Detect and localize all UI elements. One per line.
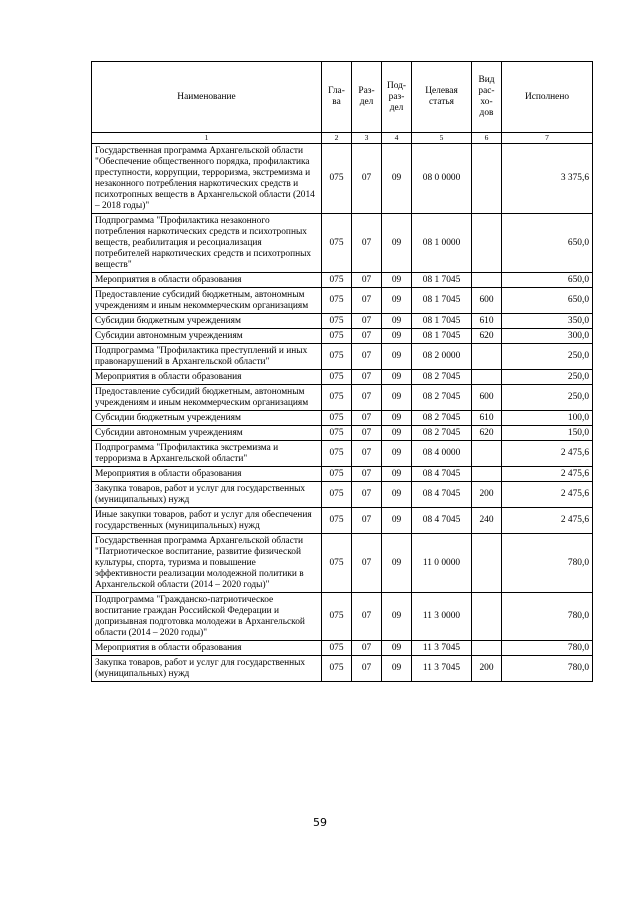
cell-razdel: 07 xyxy=(352,467,382,482)
cell-glava: 075 xyxy=(322,411,352,426)
cell-name: Предоставление субсидий бюджетным, автономным учреждениям и иным некоммерческим организациям xyxy=(92,288,322,314)
cell-name: Субсидии автономным учреждениям xyxy=(92,426,322,441)
cell-amount: 650,0 xyxy=(502,214,593,273)
cell-amount: 150,0 xyxy=(502,426,593,441)
cell-podrazdel: 09 xyxy=(382,656,412,682)
cell-glava: 075 xyxy=(322,214,352,273)
cell-glava: 075 xyxy=(322,370,352,385)
cell-glava: 075 xyxy=(322,144,352,214)
cell-vid xyxy=(472,144,502,214)
cell-name: Подпрограмма "Профилактика преступлений и иных правонарушений в Архангельской области" xyxy=(92,344,322,370)
cell-razdel: 07 xyxy=(352,593,382,641)
table-row xyxy=(92,467,593,482)
cell-amount: 350,0 xyxy=(502,314,593,329)
cell-amount: 300,0 xyxy=(502,329,593,344)
cell-amount: 650,0 xyxy=(502,288,593,314)
cell-vid xyxy=(472,593,502,641)
cell-name: Подпрограмма "Гражданско-патриотическое воспитание граждан Российской Федерации и допризывная подготовка молодежи в Архангельской области (2014 – 2020 годы)" xyxy=(92,593,322,641)
cell-amount: 3 375,6 xyxy=(502,144,593,214)
cell-podrazdel: 09 xyxy=(382,411,412,426)
cell-vid xyxy=(472,214,502,273)
cell-amount: 780,0 xyxy=(502,593,593,641)
table-row xyxy=(92,593,593,641)
cell-vid: 600 xyxy=(472,385,502,411)
cell-podrazdel: 09 xyxy=(382,426,412,441)
cell-glava: 075 xyxy=(322,656,352,682)
cell-razdel: 07 xyxy=(352,329,382,344)
cell-amount: 2 475,6 xyxy=(502,467,593,482)
cell-razdel: 07 xyxy=(352,426,382,441)
cell-podrazdel: 09 xyxy=(382,441,412,467)
cell-podrazdel: 09 xyxy=(382,329,412,344)
cell-razdel: 07 xyxy=(352,441,382,467)
cell-amount: 100,0 xyxy=(502,411,593,426)
cell-glava: 075 xyxy=(322,641,352,656)
cell-name: Закупка товаров, работ и услуг для государственных (муниципальных) нужд xyxy=(92,656,322,682)
cell-glava: 075 xyxy=(322,344,352,370)
table-row xyxy=(92,273,593,288)
cell-name: Иные закупки товаров, работ и услуг для обеспечения государственных (муниципальных) нужд xyxy=(92,508,322,534)
header-podrazdel: Под- раз- дел xyxy=(382,62,412,133)
cell-vid: 200 xyxy=(472,656,502,682)
cell-name: Подпрограмма "Профилактика незаконного потребления наркотических средств и психотропных веществ, реабилитация и ресоциализация потребителей наркотических средств и психотропных веществ" xyxy=(92,214,322,273)
cell-razdel: 07 xyxy=(352,144,382,214)
cell-amount: 2 475,6 xyxy=(502,508,593,534)
header-row xyxy=(92,62,593,133)
cell-podrazdel: 09 xyxy=(382,288,412,314)
cell-statya: 08 4 7045 xyxy=(412,482,472,508)
cell-glava: 075 xyxy=(322,508,352,534)
cell-amount: 650,0 xyxy=(502,273,593,288)
cell-vid: 620 xyxy=(472,329,502,344)
cell-podrazdel: 09 xyxy=(382,385,412,411)
header-statya: Целевая статья xyxy=(412,62,472,133)
cell-podrazdel: 09 xyxy=(382,534,412,593)
column-number-row xyxy=(92,133,593,144)
cell-vid xyxy=(472,467,502,482)
cell-statya: 11 3 0000 xyxy=(412,593,472,641)
cell-statya: 11 3 7045 xyxy=(412,641,472,656)
cell-podrazdel: 09 xyxy=(382,641,412,656)
cell-razdel: 07 xyxy=(352,534,382,593)
cell-amount: 2 475,6 xyxy=(502,482,593,508)
cell-podrazdel: 09 xyxy=(382,314,412,329)
cell-statya: 08 1 7045 xyxy=(412,314,472,329)
column-number: 3 xyxy=(352,133,382,144)
cell-glava: 075 xyxy=(322,273,352,288)
cell-razdel: 07 xyxy=(352,370,382,385)
table-row xyxy=(92,370,593,385)
cell-statya: 08 2 0000 xyxy=(412,344,472,370)
cell-glava: 075 xyxy=(322,593,352,641)
table-row xyxy=(92,214,593,273)
cell-statya: 08 1 7045 xyxy=(412,273,472,288)
cell-razdel: 07 xyxy=(352,508,382,534)
cell-vid xyxy=(472,370,502,385)
header-razdel: Раз- дел xyxy=(352,62,382,133)
cell-razdel: 07 xyxy=(352,641,382,656)
cell-name: Субсидии бюджетным учреждениям xyxy=(92,411,322,426)
table-row xyxy=(92,508,593,534)
cell-vid: 240 xyxy=(472,508,502,534)
cell-statya: 11 0 0000 xyxy=(412,534,472,593)
cell-razdel: 07 xyxy=(352,288,382,314)
cell-podrazdel: 09 xyxy=(382,467,412,482)
table-row xyxy=(92,144,593,214)
cell-name: Подпрограмма "Профилактика экстремизма и терроризма в Архангельской области" xyxy=(92,441,322,467)
column-number: 5 xyxy=(412,133,472,144)
cell-statya: 08 2 7045 xyxy=(412,370,472,385)
cell-vid: 200 xyxy=(472,482,502,508)
cell-glava: 075 xyxy=(322,441,352,467)
cell-statya: 08 0 0000 xyxy=(412,144,472,214)
cell-podrazdel: 09 xyxy=(382,508,412,534)
column-number: 7 xyxy=(502,133,593,144)
cell-podrazdel: 09 xyxy=(382,593,412,641)
cell-vid: 600 xyxy=(472,288,502,314)
table-row xyxy=(92,482,593,508)
table-row xyxy=(92,411,593,426)
column-number: 1 xyxy=(92,133,322,144)
column-number: 2 xyxy=(322,133,352,144)
cell-name: Субсидии автономным учреждениям xyxy=(92,329,322,344)
page-number: 59 xyxy=(313,816,327,829)
cell-podrazdel: 09 xyxy=(382,482,412,508)
cell-amount: 250,0 xyxy=(502,344,593,370)
cell-vid xyxy=(472,441,502,467)
cell-razdel: 07 xyxy=(352,482,382,508)
cell-razdel: 07 xyxy=(352,214,382,273)
cell-podrazdel: 09 xyxy=(382,370,412,385)
cell-statya: 08 2 7045 xyxy=(412,426,472,441)
table-row xyxy=(92,441,593,467)
cell-glava: 075 xyxy=(322,482,352,508)
cell-name: Мероприятия в области образования xyxy=(92,467,322,482)
cell-statya: 08 2 7045 xyxy=(412,385,472,411)
column-number: 4 xyxy=(382,133,412,144)
cell-statya: 11 3 7045 xyxy=(412,656,472,682)
budget-table xyxy=(91,61,593,682)
cell-glava: 075 xyxy=(322,329,352,344)
cell-glava: 075 xyxy=(322,288,352,314)
cell-razdel: 07 xyxy=(352,273,382,288)
cell-amount: 780,0 xyxy=(502,656,593,682)
cell-razdel: 07 xyxy=(352,411,382,426)
cell-vid xyxy=(472,273,502,288)
cell-podrazdel: 09 xyxy=(382,273,412,288)
cell-statya: 08 4 0000 xyxy=(412,441,472,467)
cell-vid xyxy=(472,641,502,656)
cell-amount: 780,0 xyxy=(502,534,593,593)
header-glava: Гла- ва xyxy=(322,62,352,133)
table-row xyxy=(92,344,593,370)
cell-glava: 075 xyxy=(322,385,352,411)
table-row xyxy=(92,385,593,411)
cell-statya: 08 4 7045 xyxy=(412,467,472,482)
cell-name: Закупка товаров, работ и услуг для государственных (муниципальных) нужд xyxy=(92,482,322,508)
column-number: 6 xyxy=(472,133,502,144)
table-row xyxy=(92,534,593,593)
cell-glava: 075 xyxy=(322,426,352,441)
cell-glava: 075 xyxy=(322,467,352,482)
cell-name: Государственная программа Архангельской области "Патриотическое воспитание, развитие физической культуры, спорта, туризма и повышение эффективности реализации молодежной политики в Архангельской области (2014 – 2020 годы)" xyxy=(92,534,322,593)
cell-amount: 250,0 xyxy=(502,370,593,385)
cell-vid: 610 xyxy=(472,411,502,426)
table-row xyxy=(92,329,593,344)
cell-vid xyxy=(472,344,502,370)
cell-glava: 075 xyxy=(322,314,352,329)
cell-podrazdel: 09 xyxy=(382,344,412,370)
cell-name: Предоставление субсидий бюджетным, автономным учреждениям и иным некоммерческим организациям xyxy=(92,385,322,411)
cell-name: Мероприятия в области образования xyxy=(92,273,322,288)
cell-razdel: 07 xyxy=(352,314,382,329)
cell-podrazdel: 09 xyxy=(382,214,412,273)
cell-statya: 08 2 7045 xyxy=(412,411,472,426)
cell-razdel: 07 xyxy=(352,344,382,370)
cell-vid: 620 xyxy=(472,426,502,441)
cell-statya: 08 4 7045 xyxy=(412,508,472,534)
table-row xyxy=(92,288,593,314)
cell-vid xyxy=(472,534,502,593)
cell-statya: 08 1 0000 xyxy=(412,214,472,273)
cell-name: Мероприятия в области образования xyxy=(92,641,322,656)
table-body xyxy=(92,144,593,682)
cell-amount: 250,0 xyxy=(502,385,593,411)
cell-statya: 08 1 7045 xyxy=(412,288,472,314)
cell-razdel: 07 xyxy=(352,385,382,411)
cell-glava: 075 xyxy=(322,534,352,593)
header-amount: Исполнено xyxy=(502,62,593,133)
cell-name: Мероприятия в области образования xyxy=(92,370,322,385)
cell-podrazdel: 09 xyxy=(382,144,412,214)
table-row xyxy=(92,656,593,682)
table-row xyxy=(92,426,593,441)
cell-statya: 08 1 7045 xyxy=(412,329,472,344)
cell-name: Государственная программа Архангельской области "Обеспечение общественного порядка, профилактика преступности, коррупции, терроризма, экстремизма и незаконного потребления наркотических средств и психотропных веществ в Архангельской области (2014 – 2018 годы)" xyxy=(92,144,322,214)
cell-amount: 780,0 xyxy=(502,641,593,656)
table-row xyxy=(92,314,593,329)
header-vid: Вид рас- хо- дов xyxy=(472,62,502,133)
table-row xyxy=(92,641,593,656)
cell-name: Субсидии бюджетным учреждениям xyxy=(92,314,322,329)
cell-vid: 610 xyxy=(472,314,502,329)
header-name: Наименование xyxy=(92,62,322,133)
cell-razdel: 07 xyxy=(352,656,382,682)
cell-amount: 2 475,6 xyxy=(502,441,593,467)
